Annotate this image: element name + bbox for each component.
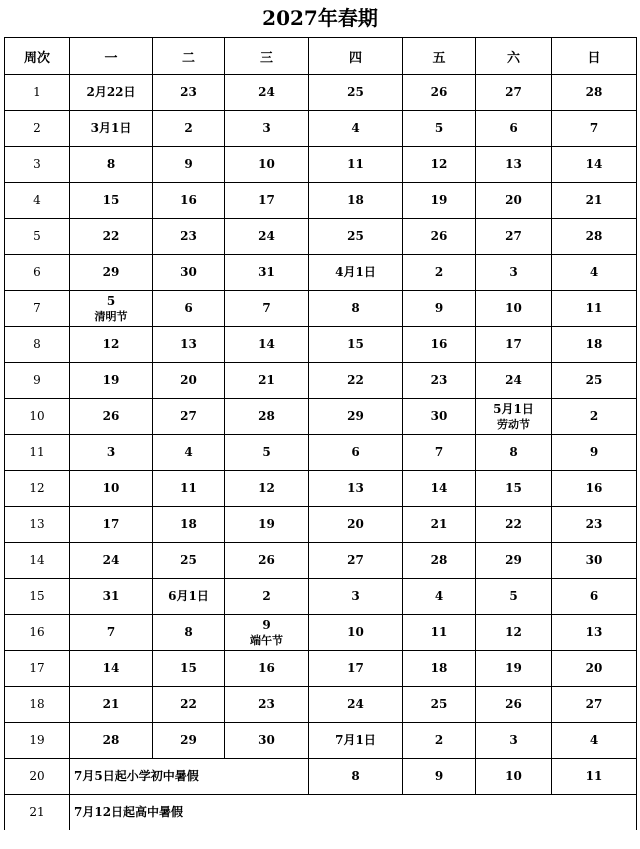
week-number: 20	[5, 759, 70, 795]
table-row	[5, 363, 637, 399]
holiday-label: 清明节	[94, 309, 128, 323]
date-cell: 7	[70, 615, 153, 651]
date-cell: 7	[225, 291, 309, 327]
date-cell: 15	[309, 327, 403, 363]
date-cell: 24	[225, 219, 309, 255]
date-cell: 11	[309, 147, 403, 183]
holiday-label: 劳动节	[497, 417, 530, 431]
date-cell: 31	[70, 579, 153, 615]
date-cell: 6	[153, 291, 225, 327]
date-cell: 28	[225, 399, 309, 435]
date-cell: 31	[225, 255, 309, 291]
date-cell: 26	[70, 399, 153, 435]
date-cell: 16	[403, 327, 476, 363]
week-number: 7	[5, 291, 70, 327]
date-cell: 4	[552, 723, 637, 759]
date-cell: 18	[309, 183, 403, 219]
date-cell: 15	[153, 651, 225, 687]
table-row	[5, 759, 637, 795]
date-cell: 18	[153, 507, 225, 543]
table-row	[5, 327, 637, 363]
date-cell: 16	[552, 471, 637, 507]
week-number: 12	[5, 471, 70, 507]
table-row	[5, 255, 637, 291]
date-cell: 9	[552, 435, 637, 471]
date-cell: 6月1日	[153, 579, 225, 615]
date-cell: 20	[153, 363, 225, 399]
table-row	[5, 471, 637, 507]
table-row	[5, 687, 637, 723]
date-cell: 27	[309, 543, 403, 579]
date-cell: 25	[153, 543, 225, 579]
header-wed: 三	[225, 38, 309, 75]
date-cell: 22	[309, 363, 403, 399]
date-cell: 19	[70, 363, 153, 399]
date-number: 5	[106, 293, 116, 308]
date-cell: 11	[552, 759, 637, 795]
week-number: 3	[5, 147, 70, 183]
date-cell: 24	[225, 75, 309, 111]
table-row	[5, 291, 637, 327]
date-cell: 24	[309, 687, 403, 723]
date-cell: 27	[153, 399, 225, 435]
date-cell: 8	[309, 291, 403, 327]
date-cell: 2	[403, 723, 476, 759]
week-number: 13	[5, 507, 70, 543]
date-cell: 22	[476, 507, 552, 543]
date-cell: 3	[225, 111, 309, 147]
header-week: 周次	[5, 38, 70, 75]
date-cell: 3	[476, 255, 552, 291]
table-row	[5, 651, 637, 687]
date-cell: 3	[309, 579, 403, 615]
date-cell: 8	[70, 147, 153, 183]
calendar-table	[4, 37, 637, 830]
week-number: 1	[5, 75, 70, 111]
date-cell: 3	[70, 435, 153, 471]
date-cell: 30	[153, 255, 225, 291]
date-cell: 28	[403, 543, 476, 579]
date-cell: 22	[70, 219, 153, 255]
date-cell: 24	[476, 363, 552, 399]
week-number: 6	[5, 255, 70, 291]
date-cell: 21	[403, 507, 476, 543]
date-cell: 22	[153, 687, 225, 723]
date-cell: 25	[403, 687, 476, 723]
table-row	[5, 147, 637, 183]
date-cell: 19	[225, 507, 309, 543]
table-row	[5, 219, 637, 255]
date-cell: 7	[403, 435, 476, 471]
date-cell: 11	[403, 615, 476, 651]
date-cell: 13	[309, 471, 403, 507]
date-cell: 8	[309, 759, 403, 795]
week-number: 9	[5, 363, 70, 399]
date-cell: 2	[552, 399, 637, 435]
header-row	[5, 38, 637, 75]
date-cell: 27	[552, 687, 637, 723]
date-cell	[70, 291, 153, 327]
date-cell: 12	[225, 471, 309, 507]
week-number: 14	[5, 543, 70, 579]
date-cell: 23	[153, 75, 225, 111]
date-cell: 26	[225, 543, 309, 579]
date-cell: 21	[225, 363, 309, 399]
date-cell: 23	[225, 687, 309, 723]
table-row	[5, 579, 637, 615]
date-cell: 26	[476, 687, 552, 723]
date-cell: 19	[403, 183, 476, 219]
date-cell: 20	[309, 507, 403, 543]
week-number: 8	[5, 327, 70, 363]
date-cell: 26	[403, 75, 476, 111]
header-sun: 日	[552, 38, 637, 75]
date-cell: 14	[70, 651, 153, 687]
date-cell: 30	[225, 723, 309, 759]
date-cell	[476, 399, 552, 435]
date-cell: 2	[403, 255, 476, 291]
date-cell: 30	[552, 543, 637, 579]
week-number: 2	[5, 111, 70, 147]
vacation-note: 7月5日起小学初中暑假	[70, 759, 309, 795]
table-row	[5, 507, 637, 543]
date-cell: 21	[70, 687, 153, 723]
date-cell: 25	[552, 363, 637, 399]
date-cell: 12	[476, 615, 552, 651]
holiday-label: 端午节	[250, 633, 283, 647]
week-number: 17	[5, 651, 70, 687]
date-cell: 13	[552, 615, 637, 651]
date-cell: 6	[309, 435, 403, 471]
date-cell: 10	[309, 615, 403, 651]
table-row	[5, 723, 637, 759]
date-cell: 23	[552, 507, 637, 543]
date-cell: 10	[70, 471, 153, 507]
date-cell: 16	[225, 651, 309, 687]
date-cell: 10	[225, 147, 309, 183]
date-cell: 9	[403, 291, 476, 327]
date-cell: 14	[403, 471, 476, 507]
week-number: 10	[5, 399, 70, 435]
date-cell: 23	[153, 219, 225, 255]
date-cell: 17	[70, 507, 153, 543]
date-cell: 8	[476, 435, 552, 471]
header-tue: 二	[153, 38, 225, 75]
date-cell: 2月22日	[70, 75, 153, 111]
date-cell: 7	[552, 111, 637, 147]
table-row	[5, 435, 637, 471]
date-number: 5月1日	[493, 401, 534, 416]
date-cell: 4月1日	[309, 255, 403, 291]
date-cell: 6	[476, 111, 552, 147]
week-number: 4	[5, 183, 70, 219]
date-cell: 12	[403, 147, 476, 183]
table-row	[5, 615, 637, 651]
date-cell: 11	[153, 471, 225, 507]
date-cell: 4	[309, 111, 403, 147]
week-number: 5	[5, 219, 70, 255]
date-cell: 12	[70, 327, 153, 363]
date-cell: 5	[403, 111, 476, 147]
date-cell: 27	[476, 75, 552, 111]
date-cell: 2	[225, 579, 309, 615]
date-cell: 20	[552, 651, 637, 687]
header-fri: 五	[403, 38, 476, 75]
date-cell: 26	[403, 219, 476, 255]
date-cell: 17	[225, 183, 309, 219]
date-cell: 17	[309, 651, 403, 687]
header-sat: 六	[476, 38, 552, 75]
date-cell: 28	[552, 75, 637, 111]
date-cell: 16	[153, 183, 225, 219]
date-cell: 4	[552, 255, 637, 291]
week-number: 19	[5, 723, 70, 759]
date-cell: 7月1日	[309, 723, 403, 759]
date-cell: 5	[225, 435, 309, 471]
date-cell: 30	[403, 399, 476, 435]
date-cell: 28	[70, 723, 153, 759]
page-title: 2027年春期	[262, 6, 378, 30]
date-cell: 19	[476, 651, 552, 687]
date-cell: 2	[153, 111, 225, 147]
date-cell: 21	[552, 183, 637, 219]
date-cell	[225, 615, 309, 651]
date-cell: 28	[552, 219, 637, 255]
date-cell: 18	[403, 651, 476, 687]
header-mon: 一	[70, 38, 153, 75]
date-cell: 27	[476, 219, 552, 255]
table-row	[5, 75, 637, 111]
date-cell: 29	[70, 255, 153, 291]
date-cell: 3	[476, 723, 552, 759]
table-row	[5, 183, 637, 219]
header-thu: 四	[309, 38, 403, 75]
date-cell: 25	[309, 219, 403, 255]
date-cell: 14	[552, 147, 637, 183]
date-cell: 15	[70, 183, 153, 219]
date-cell: 10	[476, 759, 552, 795]
date-cell: 13	[476, 147, 552, 183]
date-cell: 10	[476, 291, 552, 327]
date-cell: 15	[476, 471, 552, 507]
date-cell: 29	[476, 543, 552, 579]
week-number: 11	[5, 435, 70, 471]
date-cell: 24	[70, 543, 153, 579]
week-number: 18	[5, 687, 70, 723]
date-cell: 14	[225, 327, 309, 363]
date-cell: 11	[552, 291, 637, 327]
date-cell: 5	[476, 579, 552, 615]
date-cell: 29	[153, 723, 225, 759]
date-cell: 3月1日	[70, 111, 153, 147]
date-cell: 17	[476, 327, 552, 363]
date-cell: 18	[552, 327, 637, 363]
table-row	[5, 543, 637, 579]
date-cell: 29	[309, 399, 403, 435]
table-row	[5, 795, 637, 831]
week-number: 21	[5, 795, 70, 831]
table-row	[5, 111, 637, 147]
date-cell: 4	[153, 435, 225, 471]
table-row	[5, 399, 637, 435]
date-cell: 8	[153, 615, 225, 651]
date-cell: 6	[552, 579, 637, 615]
date-cell: 23	[403, 363, 476, 399]
date-cell: 4	[403, 579, 476, 615]
date-cell: 13	[153, 327, 225, 363]
week-number: 16	[5, 615, 70, 651]
week-number: 15	[5, 579, 70, 615]
vacation-note: 7月12日起高中暑假	[70, 795, 637, 831]
date-cell: 9	[403, 759, 476, 795]
date-cell: 9	[153, 147, 225, 183]
date-number: 9	[262, 617, 271, 632]
date-cell: 20	[476, 183, 552, 219]
date-cell: 25	[309, 75, 403, 111]
